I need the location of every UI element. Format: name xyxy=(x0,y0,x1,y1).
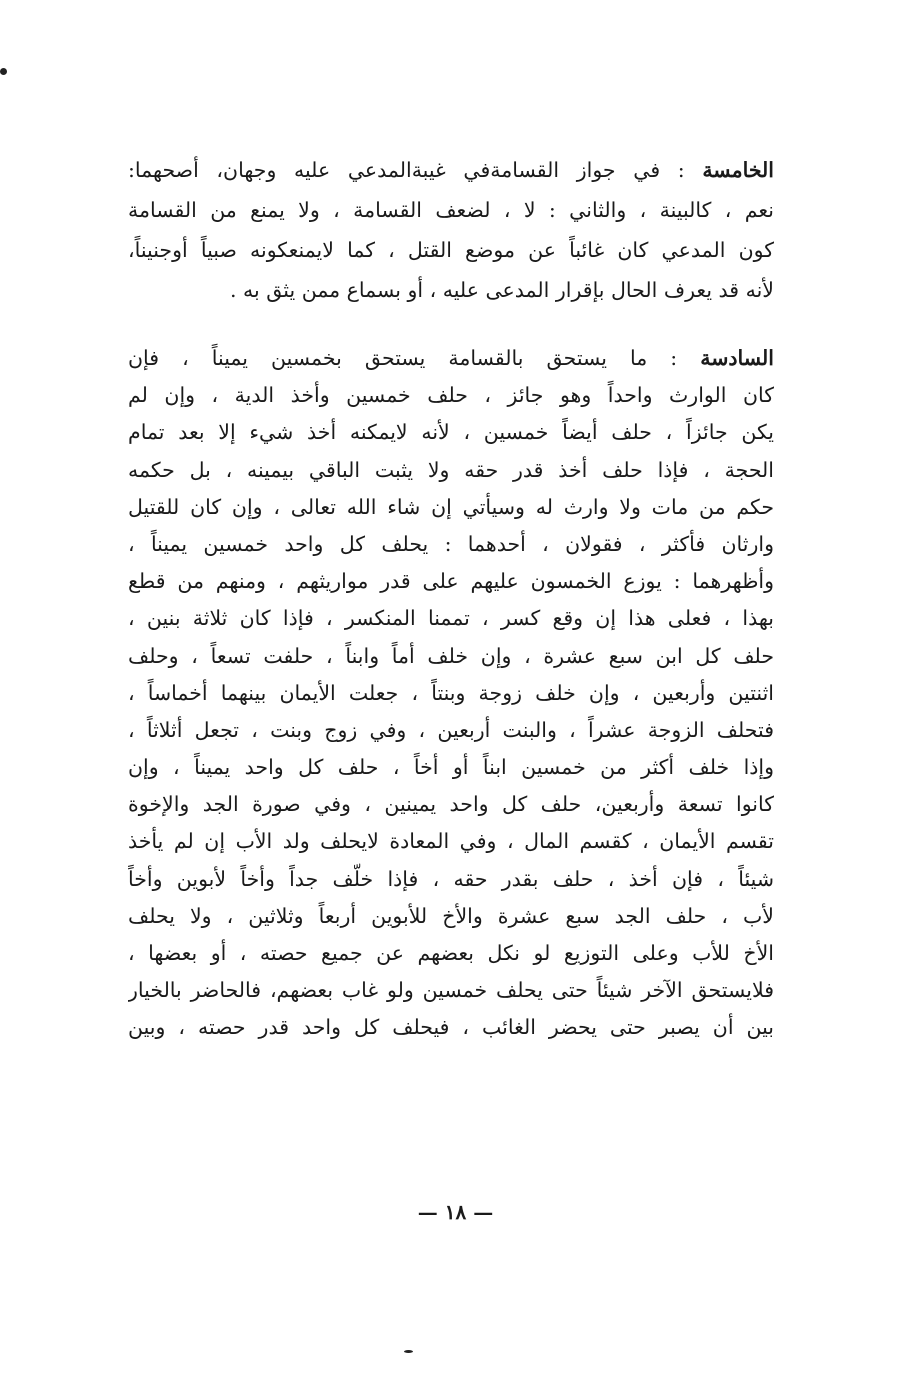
scan-mark-bottom xyxy=(404,1350,413,1353)
line-text: : ما يستحق بالقسامة يستحق بخمسين يميناً ، فإن xyxy=(128,346,701,370)
paragraph-sixth xyxy=(128,340,774,1047)
paragraph-line: فلايستحق الآخر شيئاً حتى يحلف خمسين ولو غاب بعضهم، فالحاضر بالخيار xyxy=(128,978,774,1003)
paragraph-line: وأظهرهما : يوزع الخمسون عليهم على قدر مواريثهم ، ومنهم من قطع xyxy=(128,569,774,594)
paragraph-line: يكن جائزاً ، حلف أيضاً خمسين ، لأنه لايمكنه أخذ شيء إلا بعد تمام xyxy=(128,420,774,445)
paragraph-line: حلف كل ابن سبع عشرة ، وإن خلف أماً وابناً ، حلفت تسعاً ، وحلف xyxy=(128,643,774,668)
paragraph-line: كانوا تسعة وأربعين، حلف كل واحد يمينين ، وفي صورة الجد والإخوة xyxy=(128,792,774,817)
scan-mark-top-left xyxy=(0,68,7,75)
paragraph-fifth xyxy=(128,150,774,310)
paragraph-line: كان الوارث واحداً وهو جائز ، حلف خمسين وأخذ الدية ، وإن لم xyxy=(128,383,774,408)
paragraph-line: بهذا ، فعلى هذا إن وقع كسر ، تممنا المنكسر ، فإذا كان ثلاثة بنين ، xyxy=(128,606,774,631)
paragraph-line: بين أن يصبر حتى يحضر الغائب ، فيحلف كل واحد قدر حصته ، وبين xyxy=(128,1015,774,1040)
line-text: : في جواز القسامةفي غيبةالمدعي عليه وجهان، أصحهما: xyxy=(128,158,703,182)
paragraph-line: شيئاً ، فإن أخذ ، حلف بقدر حقه ، فإذا خلّف جداً وأخاً لأبوين وأخاً xyxy=(128,866,774,891)
paragraph-lead-word: الخامسة xyxy=(702,158,774,182)
paragraph-line: فتحلف الزوجة عشراً ، والبنت أربعين ، وفي زوج وبنت ، تجعل أثلاثاً ، xyxy=(128,717,774,742)
paragraph-line: لأنه قد يعرف الحال بإقرار المدعى عليه ، أو بسماع ممن يثق به . xyxy=(229,278,774,302)
paragraph-line: نعم ، كالبينة ، والثاني : لا ، لضعف القسامة ، ولا يمنع من القسامة xyxy=(128,198,774,222)
paragraph-line: وارثان فأكثر ، فقولان ، أحدهما : يحلف كل واحد خمسين يميناً ، xyxy=(128,531,774,556)
paragraph-line: وإذا خلف أكثر من خمسين ابناً أو أخاً ، حلف كل واحد يميناً ، وإن xyxy=(128,755,774,780)
paragraph-line: حكم من مات ولا وارث له وسيأتي إن شاء الله تعالى ، وإن كان للقتيل xyxy=(128,494,774,519)
paragraph-line xyxy=(128,340,774,377)
paragraph-line xyxy=(128,150,774,190)
paragraph-line: لأب ، حلف الجد سبع عشرة والأخ للأبوين أربعاً وثلاثين ، ولا يحلف xyxy=(128,903,774,928)
paragraph-line: تقسم الأيمان ، كقسم المال ، وفي المعادة لايحلف ولد الأب إن لم يأخذ xyxy=(128,829,774,854)
paragraph-line: اثنتين وأربعين ، وإن خلف زوجة وبنتاً ، جعلت الأيمان بينهما أخماساً ، xyxy=(128,680,774,705)
paragraph-line: الحجة ، فإذا حلف أخذ قدر حقه ولا يثبت الباقي بيمينه ، بل حكمه xyxy=(128,457,774,482)
paragraph-line: الأخ للأب وعلى التوزيع لو نكل بعضهم عن جميع حصته ، أو بعضها ، xyxy=(128,941,774,965)
paragraph-lead-word: السادسة xyxy=(700,346,774,370)
paragraph-line: كون المدعي كان غائباً عن موضع القتل ، كما لايمنعكونه صبياً أوجنيناً، xyxy=(128,238,774,262)
page-number: — ١٨ — xyxy=(417,1200,494,1224)
